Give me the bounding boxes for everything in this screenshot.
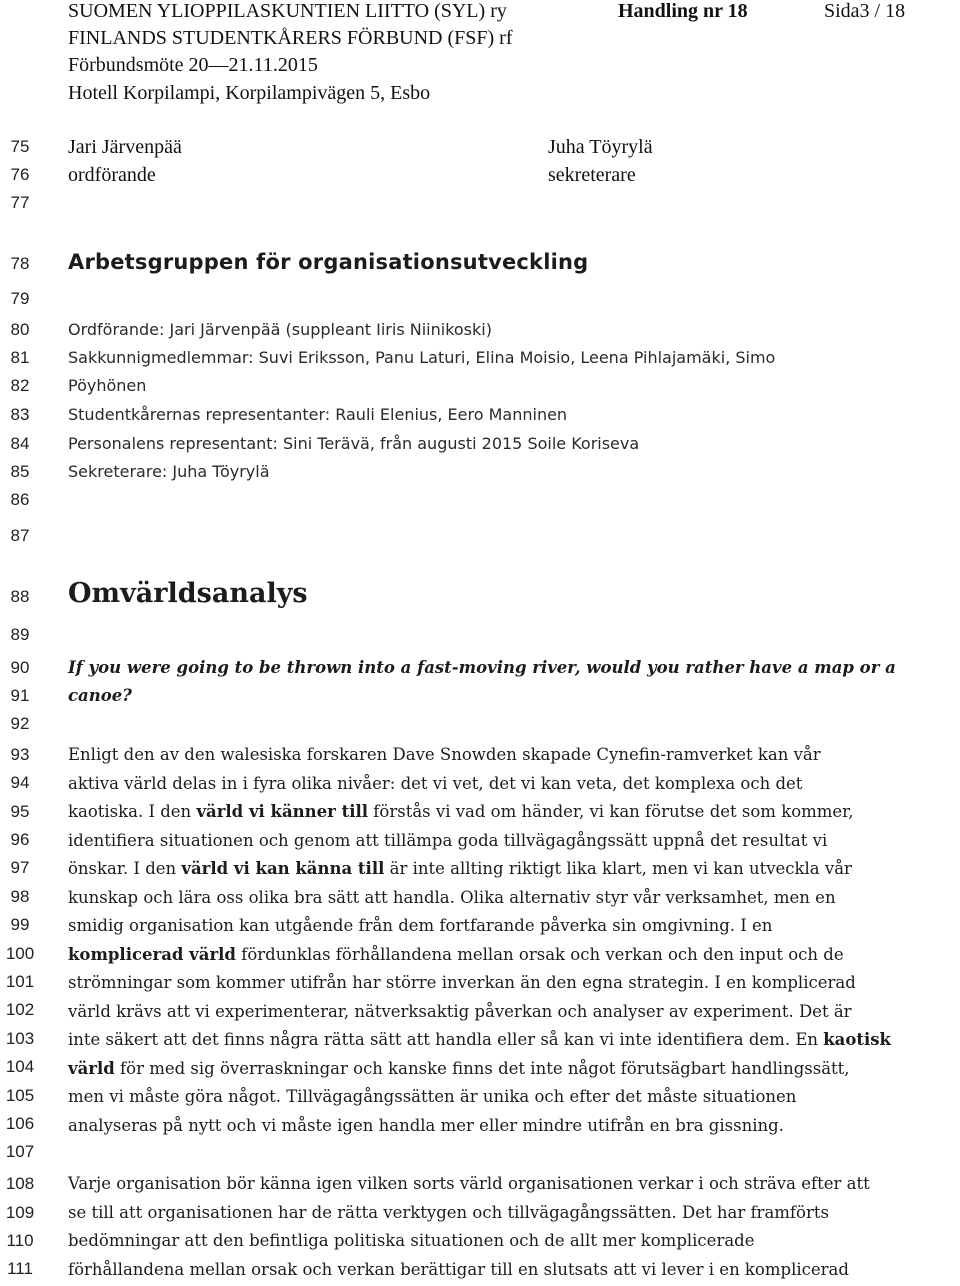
line-number: 106: [5, 1114, 35, 1133]
paragraph-text: strömningar som kommer utifrån har större inverkan än den egna strategin. I en komplicerad: [68, 973, 856, 992]
line-number: 86: [10, 490, 30, 509]
paragraph-text: fördunklas förhållandena mellan orsak och verkan och den input och de: [235, 944, 844, 964]
org-name-fi: SUOMEN YLIOPPILASKUNTIEN LIITTO (SYL) ry: [68, 0, 507, 22]
quote-line: If you were going to be thrown into a fast-moving river, would you rather have a map or a: [68, 658, 896, 677]
line-number: 95: [10, 802, 30, 821]
line-number: 91: [10, 686, 30, 705]
paragraph-text: aktiva värld delas in i fyra olika nivåer: det vi vet, det vi kan veta, det komplexa och det: [68, 773, 803, 793]
paragraph-line: förhållandena mellan orsak och verkan berättigar till en slutsats att vi lever i en komplicerad: [68, 1259, 849, 1279]
paragraph-text: för med sig överraskningar och kanske finns det inte något förutsägbart handlingssätt,: [114, 1058, 850, 1078]
line-number: 105: [5, 1086, 35, 1105]
paragraph-line: [68, 973, 856, 992]
line-number: 111: [7, 1259, 33, 1278]
line-number: 88: [10, 587, 30, 606]
chair-name: Jari Järvenpää: [68, 136, 182, 158]
line-number: 81: [10, 348, 30, 367]
paragraph-line: [68, 745, 821, 764]
paragraph-text: inte säkert att det finns några rätta sätt att handla eller så kan vi inte identifiera dem. En: [68, 1030, 824, 1049]
org-name-sv: FINLANDS STUDENTKÅRERS FÖRBUND (FSF) rf: [68, 27, 513, 49]
paragraph-line: [68, 1087, 796, 1106]
paragraph-text: men vi måste göra något. Tillvägagångssätten är unika och efter det måste situationen: [68, 1087, 797, 1106]
working-group-line: Personalens representant: Sini Terävä, från augusti 2015 Soile Koriseva: [68, 434, 640, 453]
line-number: 108: [5, 1174, 35, 1193]
paragraph-line: [68, 1116, 784, 1135]
emphasis-text: kaotisk: [823, 1030, 891, 1049]
secretary-role: sekreterare: [548, 164, 636, 186]
line-number: 79: [10, 289, 30, 308]
line-number: 75: [10, 137, 30, 156]
paragraph-line: [68, 802, 854, 821]
paragraph-text: förstås vi vad om händer, vi kan förutse det som kommer,: [368, 802, 854, 821]
paragraph-line: [68, 888, 836, 907]
line-number: 94: [10, 773, 30, 792]
paragraph-line: bedömningar att den befintliga politiska situationen och de allt mer komplicerade: [68, 1231, 755, 1250]
section-title: Omvärldsanalys: [68, 578, 308, 609]
paragraph-line: [68, 1059, 850, 1078]
working-group-line: Sakkunnigmedlemmar: Suvi Eriksson, Panu Laturi, Elina Moisio, Leena Pihlajamäki, Simo: [68, 348, 776, 367]
paragraph-line: se till att organisationen har de rätta verktygen och tillvägagångssätten. Det har framförts: [68, 1202, 829, 1222]
paragraph-text: Enligt den av den walesiska forskaren Dave Snowden skapade Cynefin-ramverket kan vår: [68, 745, 821, 764]
line-number: 110: [6, 1231, 34, 1250]
paragraph-line: [68, 774, 802, 793]
quote-line: canoe?: [68, 686, 132, 705]
line-number: 97: [10, 858, 30, 877]
paragraph-text: önskar. I den: [68, 859, 182, 878]
line-number: 93: [10, 745, 30, 764]
paragraph-text: kaotiska. I den: [68, 802, 197, 821]
page-indicator: Sida3 / 18: [824, 0, 906, 22]
working-group-line: Pöyhönen: [68, 376, 147, 395]
paragraph-text: är inte allting riktigt lika klart, men vi kan utveckla vår: [384, 859, 852, 878]
line-number: 98: [10, 887, 30, 906]
emphasis-text: värld: [68, 1058, 115, 1078]
line-number: 90: [10, 658, 30, 677]
emphasis-text: värld vi kan känna till: [181, 859, 385, 878]
line-number: 77: [10, 193, 30, 212]
emphasis-text: komplicerad värld: [68, 944, 236, 964]
line-number: 107: [5, 1142, 35, 1161]
working-group-line: Studentkårernas representanter: Rauli Elenius, Eero Manninen: [68, 405, 568, 424]
working-group-line: Sekreterare: Juha Töyrylä: [68, 462, 270, 481]
line-number: 100: [5, 944, 35, 963]
line-number: 109: [5, 1203, 35, 1222]
document-number: Handling nr 18: [618, 0, 748, 22]
paragraph-line: [68, 859, 852, 878]
paragraph-text: identifiera situationen och genom att tillämpa goda tillvägagångssätt uppnå det resultat vi: [68, 830, 828, 850]
line-number: 101: [5, 972, 35, 991]
working-group-title: Arbetsgruppen för organisationsutveckling: [68, 250, 589, 274]
line-number: 78: [10, 254, 30, 273]
paragraph-text: kunskap och lära oss olika bra sätt att handla. Olika alternativ styr vår verksamhet, men en: [68, 887, 836, 907]
paragraph-text: värld krävs att vi experimenterar, nätverksaktig påverkan och analyser av experiment. Det är: [68, 1001, 852, 1021]
line-number: 82: [10, 376, 30, 395]
line-number: 89: [10, 625, 30, 644]
chair-role: ordförande: [68, 164, 156, 186]
paragraph-text: analyseras på nytt och vi måste igen handla mer eller mindre utifrån en bra gissning.: [68, 1115, 784, 1135]
line-number: 103: [5, 1029, 35, 1048]
line-number: 85: [10, 462, 30, 481]
paragraph-line: [68, 916, 772, 935]
line-number: 83: [10, 405, 30, 424]
paragraph-text: smidig organisation kan utgående från dem fortfarande påverka sin omgivning. I en: [68, 916, 773, 935]
paragraph-line: [68, 1002, 852, 1021]
line-number: 76: [10, 165, 30, 184]
secretary-name: Juha Töyrylä: [548, 136, 653, 158]
line-number: 96: [10, 830, 30, 849]
emphasis-text: värld vi känner till: [196, 802, 369, 821]
meeting-venue: Hotell Korpilampi, Korpilampivägen 5, Esbo: [68, 82, 431, 104]
line-number: 104: [5, 1057, 35, 1076]
paragraph-line: [68, 1030, 891, 1049]
meeting-name: Förbundsmöte 20—21.11.2015: [68, 54, 318, 76]
paragraph-line: [68, 945, 844, 964]
paragraph-line: [68, 831, 827, 850]
line-number: 99: [10, 915, 30, 934]
line-number: 84: [10, 434, 30, 453]
working-group-line: Ordförande: Jari Järvenpää (suppleant Iiris Niinikoski): [68, 320, 492, 339]
line-number: 80: [10, 320, 30, 339]
paragraph-line: Varje organisation bör känna igen vilken sorts värld organisationen verkar i och sträva efter att: [68, 1174, 870, 1193]
line-number: 102: [5, 1000, 35, 1019]
line-number: 87: [10, 526, 30, 545]
line-number: 92: [10, 714, 30, 733]
